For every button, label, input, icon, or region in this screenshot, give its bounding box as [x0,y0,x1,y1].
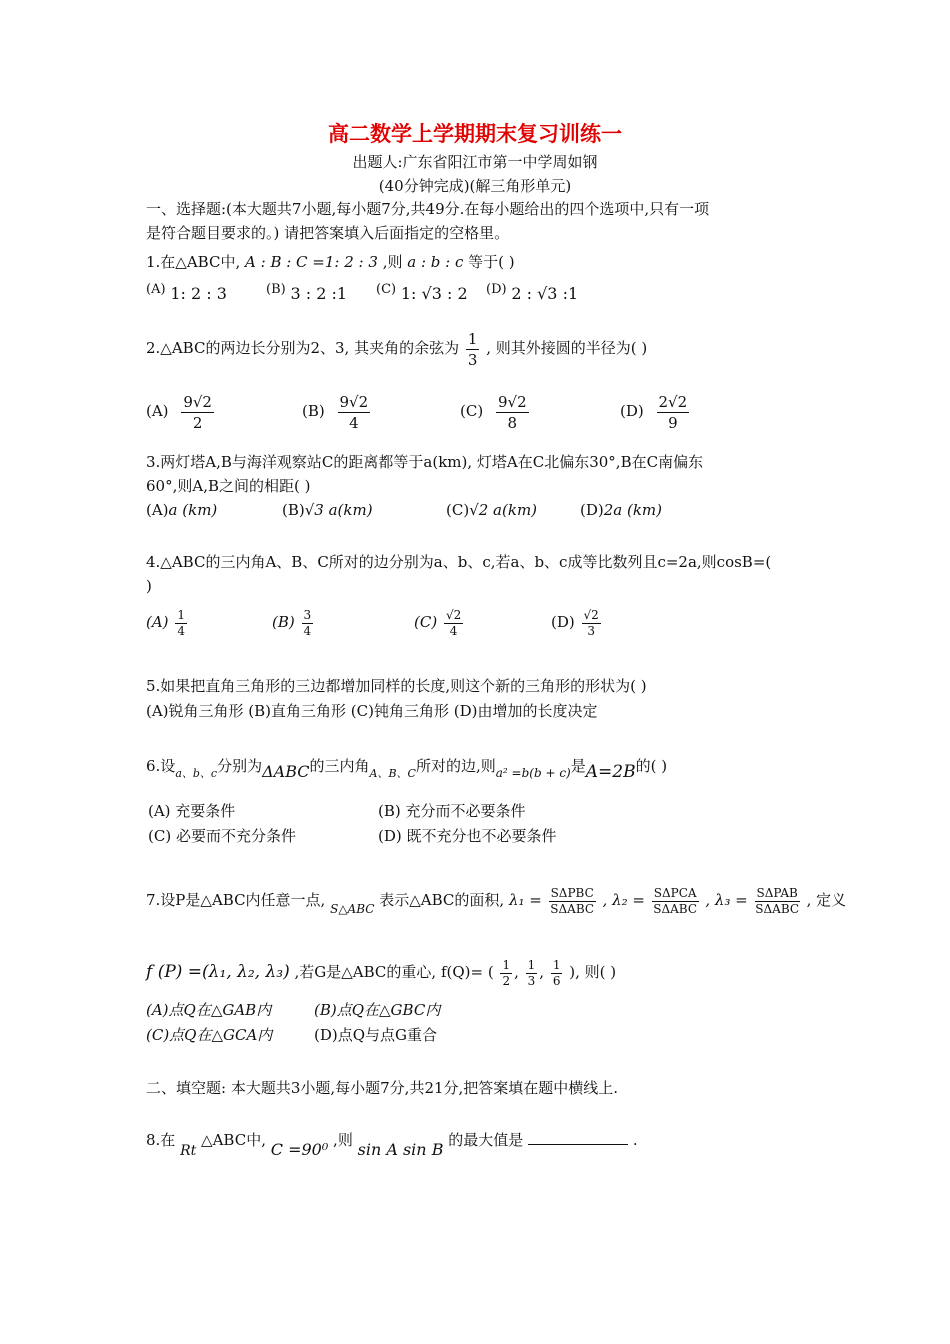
numerator: 1 [177,607,185,622]
numerator: 1 [467,329,478,348]
denominator: SΔABC [755,901,800,916]
denominator: 3 [527,973,536,988]
q1-option-b [266,280,347,304]
option-fraction [444,608,463,639]
q7-q-fraction-2 [526,958,538,989]
q4-option-a [146,600,189,644]
q8-text-5: . [632,1131,638,1149]
numerator: 1 [527,957,536,972]
q4-option-c [414,600,465,644]
numerator: 1 [502,957,511,972]
q1-option-a [146,280,227,304]
option-fraction [181,392,214,433]
denominator: 8 [507,413,518,432]
q7-q-fraction-1 [500,958,512,989]
q6-math-2: ΔABC [262,762,310,781]
q8-text-1: 8.在 [146,1131,176,1149]
q1-option-d [486,280,578,304]
q7-text-5: ), 则( ) [569,963,617,981]
option-label: (B) [302,402,325,420]
option-label: (B) [272,613,295,631]
q1-stem-c: 等于( ) [468,253,515,271]
denominator: 6 [552,973,561,988]
option-fraction [338,392,371,433]
section1-line2: 是符合题目要求的。) 请把答案填入后面指定的空格里。 [146,224,510,242]
option-label: (C) [414,613,438,631]
numerator: √2 [583,607,599,622]
q6-math-5: A=2B [585,762,636,782]
q5-line1: 5.如果把直角三角形的三边都增加同样的长度,则这个新的三角形的形状为( ) [146,677,647,695]
q2-option-d [620,389,691,433]
option-fraction [496,392,529,433]
option-value: 3 : 2 :1 [290,284,348,303]
option-value: 2a (km) [603,501,663,519]
option-label: (C) [446,501,470,519]
q7-option-b: (B)点Q在△GBC内 [314,1001,441,1019]
q3-option-a [146,500,217,520]
denominator: 4 [177,623,185,638]
q8-stem [146,1124,638,1167]
q1-ratio2: a : b : c [407,253,464,271]
numerator: 9√2 [183,392,212,411]
numerator: 9√2 [497,392,527,411]
q6-text-5: 是 [570,757,586,775]
q8-angle: C =90⁰ [270,1140,329,1159]
option-label: (C) [376,282,397,297]
q1-stem [146,252,515,272]
answer-blank[interactable] [528,1130,628,1145]
denominator: 9 [668,413,678,432]
q1-stem-b: ,则 [382,253,403,271]
q7-stem-2: f (P) =(λ₁, λ₂, λ₃) ,若G是△ABC的重心, f(Q)= ( $\frac{1}{2}$ , $\frac{1}{3}$ , $\frac{1}{6}$ ), 则( ) [146,957,617,988]
option-fraction [582,608,601,639]
q7-option-a: (A)点Q在△GAB内 [146,1001,272,1019]
q2-option-a [146,389,216,433]
q7-fraction-3 [755,886,800,917]
denominator: 4 [449,623,458,638]
q8-text-2: △ABC中, [201,1131,266,1149]
q6-math-1: a、b、c [175,767,218,780]
q6-option-b: (B) 充分而不必要条件 [378,802,526,820]
page-title: 高二数学上学期期末复习训练一 [328,121,622,146]
numerator: SΔPCA [653,885,697,900]
q8-expression: sin A sin B [357,1140,444,1159]
q6-text-1: 6.设 [146,757,176,775]
q2-option-c [460,389,531,433]
q6-text-3: 的三内角 [309,757,370,775]
q3-option-b [282,500,373,520]
q1-ratio: A : B : C =1: 2 : 3 [245,253,378,271]
numerator: SΔPBC [550,885,594,900]
option-label: (B) [266,282,286,297]
author-line: 出题人:广东省阳江市第一中学周如钢 [352,153,598,171]
q4-option-d [551,600,603,644]
q7-text-3: , 定义 [806,891,847,909]
option-label: (A) [146,501,169,519]
q7-lambda1: λ₁ = [508,891,542,909]
section2-heading: 二、填空题: 本大题共3小题,每小题7分,共21分,把答案填在题中横线上. [146,1079,619,1097]
q3-line2: 60°,则A,B之间的相距( ) [146,477,311,495]
q3-option-d [580,500,662,520]
option-label: (D) [486,282,507,297]
numerator: SΔPAB [756,885,798,900]
option-label: (D) [580,501,604,519]
option-value: 1: 2 : 3 [170,284,227,303]
option-value: 2 : √3 :1 [511,284,579,303]
denominator: 2 [502,973,511,988]
q8-text-3: ,则 [333,1131,353,1149]
q7-fraction-1 [549,886,596,917]
q1-option-c [376,280,468,304]
denominator: 2 [192,413,203,432]
option-label: (A) [146,613,169,631]
denominator: SΔABC [653,901,698,916]
q7-area-symbol: S△ABC [330,902,375,916]
option-value: 1: √3 : 2 [400,284,468,303]
q2-fraction [466,329,480,370]
denominator: 3 [587,623,595,638]
numerator: 9√2 [339,392,369,411]
option-label: (C) [460,402,484,420]
q7-fraction-2 [652,886,699,917]
denominator: 4 [349,413,359,432]
q7-lambda3: , λ₃ = [705,891,748,909]
q5-line2: (A)锐角三角形 (B)直角三角形 (C)钝角三角形 (D)由增加的长度决定 [146,702,598,720]
q6-text-6: 的( ) [635,757,668,775]
q6-option-c: (C) 必要而不充分条件 [148,827,296,845]
option-label: (A) [146,402,169,420]
denominator: 3 [467,350,478,369]
denominator: 4 [303,623,312,638]
q6-text-2: 分别为 [217,757,263,775]
q1-stem-a: 1.在△ABC中, [146,253,241,271]
q4-line1: 4.△ABC的三内角A、B、C所对的边分别为a、b、c,若a、b、c成等比数列且c=2a,则cosB=( [146,553,772,571]
option-value: √3 a(km) [304,501,373,519]
q7-text-2: 表示△ABC的面积, [379,891,505,909]
q2-stem-a: 2.△ABC的两边长分别为2、3, 其夹角的余弦为 [146,339,460,357]
q2-option-b [302,389,372,433]
q2-stem [146,326,647,370]
q3-line1: 3.两灯塔A,B与海洋观察站C的距离都等于a(km), 灯塔A在C北偏东30°,B在C南偏东 [146,453,704,471]
option-label: (D) [620,402,644,420]
q6-option-a: (A) 充要条件 [148,802,236,820]
q6-stem [146,752,667,788]
option-value: √2 a(km) [469,501,538,519]
option-value: a (km) [168,501,218,519]
q7-definition: f (P) =(λ₁, λ₂, λ₃) [146,962,290,982]
subtitle-line: (40分钟完成)(解三角形单元) [378,177,572,195]
q4-option-b [272,600,315,644]
q7-lambda2: , λ₂ = [602,891,645,909]
option-fraction [657,392,690,433]
numerator: 1 [552,957,561,972]
option-label: (A) [146,282,166,297]
q8-text-4: 的最大值是 [448,1131,524,1149]
q6-math-3: A、B、C [369,767,416,780]
q7-fq: f(Q)= ( [440,963,494,981]
q8-rt: Rt [180,1143,197,1159]
numerator: 3 [303,607,312,622]
option-label: (D) [551,613,575,631]
q6-text-4: 所对的边,则 [415,757,496,775]
q4-line2: ) [146,577,152,595]
option-fraction [302,608,314,639]
q7-option-d: (D)点Q与点G重合 [314,1026,438,1044]
q7-option-c: (C)点Q在△GCA内 [146,1026,273,1044]
numerator: 2√2 [658,392,688,411]
q3-option-c [446,500,537,520]
numerator: √2 [445,607,462,622]
q7-text-1: 7.设P是△ABC内任意一点, [146,891,326,909]
q6-option-d: (D) 既不充分也不必要条件 [378,827,557,845]
q7-text-4: ,若G是△ABC的重心, [294,963,437,981]
q7-q-fraction-3 [551,958,563,989]
denominator: SΔABC [550,901,595,916]
q6-math-4: a² =b(b + c) [495,766,571,780]
option-label: (B) [282,501,305,519]
q2-stem-b: , 则其外接圆的半径为( ) [486,339,648,357]
section1-line1: 一、选择题:(本大题共7小题,每小题7分,共49分.在每小题给出的四个选项中,只有一项 [146,200,710,218]
option-fraction [175,608,187,639]
q7-stem-1 [146,882,846,927]
